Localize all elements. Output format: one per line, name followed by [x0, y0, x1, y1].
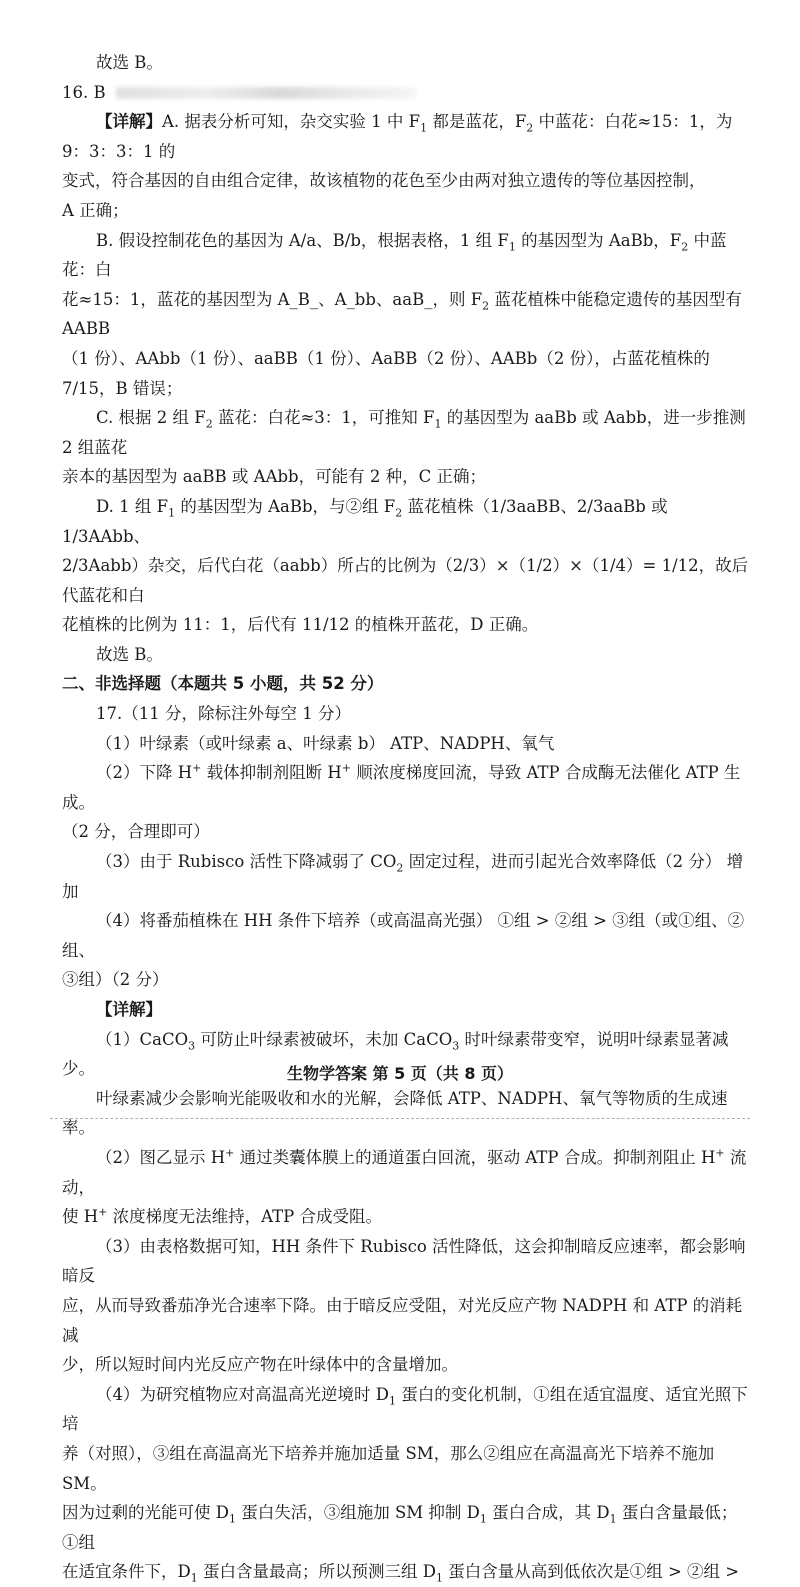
- text-line: 叶绿素减少会影响光能吸收和水的光解，会降低 ATP、NADPH、氧气等物质的生成速率。: [62, 1088, 728, 1138]
- text-line: （1）叶绿素（或叶绿素 a、叶绿素 b） ATP、NADPH、氧气: [96, 733, 555, 753]
- text-line: （2 分，合理即可）: [62, 822, 210, 842]
- text-line: 少，所以短时间内光反应产物在叶绿体中的含量增加。: [62, 1355, 458, 1375]
- detail-label: 【详解】: [96, 1000, 162, 1019]
- text-line: （1）CaCO$_3$ 可防止叶绿素被破坏，未加 CaCO$_3$ 时叶绿素带变窄，说明叶绿素显著减少。: [62, 1029, 729, 1079]
- text-line: 使 H+ 浓度梯度无法维持，ATP 合成受阻。: [62, 1205, 382, 1227]
- text-line: （2）下降 H+ 载体抑制剂阻断 H+ 顺浓度梯度回流，导致 ATP 合成酶无法催化 ATP 生成。: [62, 761, 741, 812]
- text-line: （4）将番茄植株在 HH 条件下培养（或高温高光强） ①组 > ②组 > ③组（或①组、②组、: [62, 911, 745, 960]
- text-line: （2）图乙显示 H+ 通过类囊体膜上的通道蛋白回流，驱动 ATP 合成。抑制剂阻止 H+ 流动，: [62, 1146, 747, 1197]
- text-line: 在适宜条件下，$D_1$ 蛋白含量最高；所以预测三组 $D_1$ 蛋白含量从高到低依次是①组 > ②组 >: [62, 1562, 740, 1585]
- text-line: 亲本的基因型为 aaBB 或 AAbb，可能有 2 种，C 正确；: [62, 467, 486, 487]
- text-line: （3）由表格数据可知，HH 条件下 Rubisco 活性降低，这会抑制暗反应速率，都会影响暗反: [62, 1236, 746, 1286]
- text-line: ③组）（2 分）: [62, 970, 169, 990]
- question-16-header: 16. B: [62, 78, 752, 108]
- question-17-header: 17.（11 分，除标注外每空 1 分）: [96, 704, 351, 724]
- text-line: A 正确；: [62, 200, 129, 220]
- answer-page-body: [62, 48, 752, 1587]
- text-line: B. 假设控制花色的基因为 A/a、B/b，根据表格，1 组 $F_1$ 的基因型为 AaBb，$F_2$ 中蓝花：白: [62, 230, 727, 280]
- blurred-text-region: [116, 87, 416, 99]
- page-footer: 生物学答案 第 5 页（共 8 页）: [286, 1064, 514, 1083]
- detail-label: 【详解】: [96, 112, 162, 132]
- text-line: 【详解】A. 据表分析可知，杂交实验 1 中 $F_1$ 都是蓝花，$F_2$ 中蓝花：白花≈15：1，为 9：3：3：1 的: [62, 112, 733, 161]
- text-line: 因为过剩的光能可使 $D_1$ 蛋白失活，③组施加 SM 抑制 $D_1$ 蛋白合成，其 $D_1$ 蛋白含量最低；①组: [62, 1503, 738, 1552]
- text-line: 故选 B。: [96, 644, 163, 664]
- text-line: D. 1 组 $F_1$ 的基因型为 AaBb，与②组 $F_2$ 蓝花植株（1/3aaBB、2/3aaBb 或 1/3AAbb、: [62, 496, 668, 546]
- text-line: （4）为研究植物应对高温高光逆境时 $D_1$ 蛋白的变化机制，①组在适宜温度、适宜光照下培: [62, 1384, 748, 1434]
- text-line: 故选 B。: [96, 53, 163, 72]
- text-line: 花≈15：1，蓝花的基因型为 A_B_、A_bb、aaB_，则 $F_2$ 蓝花植株中能稳定遗传的基因型有 AABB: [62, 289, 742, 339]
- text-line: 2/3Aabb）杂交，后代白花（aabb）所占的比例为（2/3）×（1/2）×（1/4）= 1/12，故后代蓝花和白: [62, 556, 749, 605]
- text-line: 养（对照），③组在高温高光下培养并施加适量 SM，那么②组应在高温高光下培养不施加 SM。: [62, 1443, 715, 1493]
- bottom-divider: [50, 1118, 750, 1120]
- text-line: （1 份）、AAbb（1 份）、aaBB（1 份）、AaBB（2 份）、AABb（2 份），占蓝花植株的 7/15，B 错误；: [62, 348, 710, 398]
- text-line: 变式，符合基因的自由组合定律，故该植物的花色至少由两对独立遗传的等位基因控制，: [62, 171, 706, 191]
- section-heading: 二、非选择题（本题共 5 小题，共 52 分）: [62, 674, 384, 694]
- text-line: C. 根据 2 组 $F_2$ 蓝花：白花≈3：1，可推知 $F_1$ 的基因型为 aaBb 或 Aabb，进一步推测 2 组蓝花: [62, 408, 746, 457]
- text-line: 应，从而导致番茄净光合速率下降。由于暗反应受阻，对光反应产物 NADPH 和 ATP 的消耗减: [62, 1295, 743, 1345]
- text-line: （3）由于 Rubisco 活性下降减弱了 $CO_2$ 固定过程，进而引起光合效率降低（2 分） 增加: [62, 852, 744, 901]
- text-line: 花植株的比例为 11：1，后代有 11/12 的植株开蓝花，D 正确。: [62, 615, 539, 635]
